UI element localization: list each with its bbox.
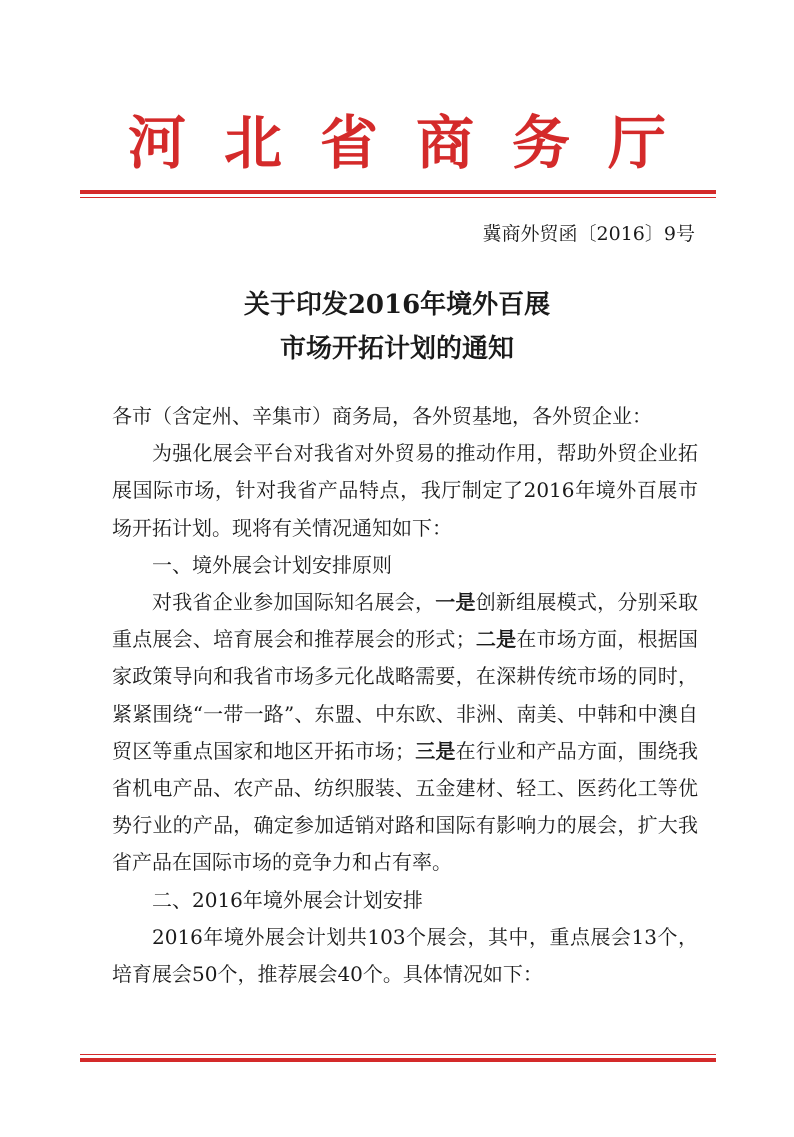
section-2-paragraph: 2016年境外展会计划共103个展会，其中，重点展会13个，培育展会50个，推荐展会40个。具体情况如下： (112, 924, 698, 987)
document-number: 冀商外贸函〔2016〕9号 (482, 223, 695, 245)
document-title (0, 283, 794, 371)
footer-red-divider-thin (80, 1054, 716, 1055)
footer-red-divider (80, 1054, 716, 1062)
point-3-text: 在行业和产品方面，围绕我省机电产品、农产品、纺织服装、五金建材、轻工、医药化工等优势行业的产品，确定参加适销对路和国际有影响力的展会，扩大我省产品在国际市场的竞争力和占有率。 (112, 738, 699, 875)
section-1-heading: 一、境外展会计划安排原则 (152, 552, 392, 577)
document-body (112, 398, 698, 993)
section-2-heading: 二、2016年境外展会计划安排 (152, 887, 423, 912)
point-1-label: 一是 (435, 590, 476, 615)
header-red-divider (80, 190, 716, 198)
document-title-line-1: 关于印发2016年境外百展 (243, 290, 551, 320)
footer-red-divider-thick (80, 1058, 716, 1062)
point-1-text: 创新组展模式，分别采取重点展会、培育展会和推荐展会的形式； (112, 590, 699, 652)
point-2-label: 二是 (475, 627, 517, 652)
section-1-paragraph (112, 584, 698, 882)
header-red-divider-thick (80, 190, 716, 194)
point-2-text: 在市场方面，根据国家政策导向和我省市场多元化战略需要，在深耕传统市场的同时，紧紧围绕“一带一路”、东盟、中东欧、非洲、南美、中韩和中澳自贸区等重点国家和地区开拓市场； (112, 627, 699, 763)
point-3-label: 三是 (415, 738, 456, 763)
salutation: 各市（含定州、辛集市）商务局，各外贸基地，各外贸企业： (112, 404, 652, 428)
issuing-authority-header: 河北省商务厅 (127, 109, 704, 177)
intro-paragraph: 为强化展会平台对我省对外贸易的推动作用，帮助外贸企业拓展国际市场，针对我省产品特点，我厅制定了2016年境外百展市场开拓计划。现将有关情况通知如下： (112, 441, 698, 540)
document-title-line-2: 市场开拓计划的通知 (279, 334, 514, 364)
header-red-divider-thin (80, 197, 716, 198)
section-1-lead-in: 对我省企业参加国际知名展会， (152, 590, 436, 615)
